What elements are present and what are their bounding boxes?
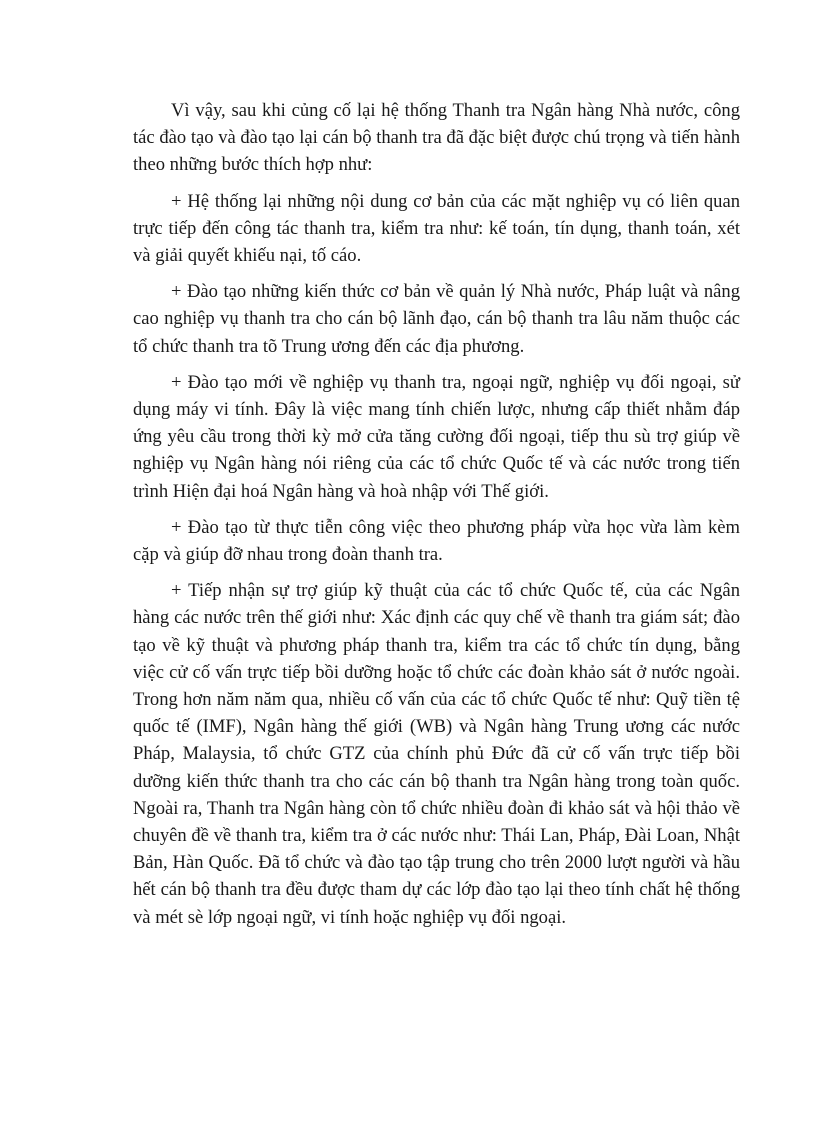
paragraph-item-4: + Đào tạo từ thực tiễn công việc theo phương pháp vừa học vừa làm kèm cặp và giúp đỡ nhau trong đoàn thanh tra. xyxy=(133,516,740,566)
paragraph-item-1: + Hệ thống lại những nội dung cơ bản của các mặt nghiệp vụ có liên quan trực tiếp đến công tác thanh tra, kiểm tra như: kế toán, tín dụng, thanh toán, xét và giải quyết khiếu nại, tố cáo. xyxy=(133,190,740,267)
paragraph-item-5: + Tiếp nhận sự trợ giúp kỹ thuật của các tổ chức Quốc tế, của các Ngân hàng các nước trên thế giới như: Xác định các quy chế về thanh tra giám sát; đào tạo về kỹ thuật và phương pháp thanh tra, kiểm tra các tổ chức tín dụng, bằng việc cử cố vấn trực tiếp bồi dưỡng hoặc tổ chức các đoàn khảo sát ở nước ngoài. Trong hơn năm năm qua, nhiều cố vấn của các tổ chức Quốc tế như: Quỹ tiền tệ quốc tế (IMF), Ngân hàng thế giới (WB) và Ngân hàng Trung ương các nước Pháp, Malaysia, tổ chức GTZ của chính phủ Đức đã cử cố vấn trực tiếp bồi dưỡng kiến thức thanh tra cho các cán bộ thanh tra Ngân hàng trong toàn quốc. Ngoài ra, Thanh tra Ngân hàng còn tổ chức nhiều đoàn đi khảo sát và hội thảo về chuyên đề về thanh tra, kiểm tra ở các nước như: Thái Lan, Pháp, Đài Loan, Nhật Bản, Hàn Quốc. Đã tổ chức và đào tạo tập trung cho trên 2000 lượt người và hầu hết cán bộ thanh tra đều được tham dự các lớp đào tạo lại theo tính chất hệ thống và mét sè lớp ngoại ngữ, vi tính hoặc nghiệp vụ đối ngoại. xyxy=(133,580,740,928)
paragraph-item-3: + Đào tạo mới về nghiệp vụ thanh tra, ngoại ngữ, nghiệp vụ đối ngoại, sử dụng máy vi tính. Đây là việc mang tính chiến lược, nhưng cấp thiết nhằm đáp ứng yêu cầu trong thời kỳ mở cửa tăng cường đối ngoại, tiếp thu sù trợ giúp về nghiệp vụ Ngân hàng nói riêng của các tổ chức Quốc tế và các nước trong tiến trình Hiện đại hoá Ngân hàng và hoà nhập với Thế giới. xyxy=(133,371,740,502)
paragraph-intro: Vì vậy, sau khi củng cố lại hệ thống Thanh tra Ngân hàng Nhà nước, công tác đào tạo và đào tạo lại cán bộ thanh tra đã đặc biệt được chú trọng và tiến hành theo những bước thích hợp như: xyxy=(133,100,740,176)
document-body xyxy=(133,97,740,940)
paragraph-item-2: + Đào tạo những kiến thức cơ bản về quản lý Nhà nước, Pháp luật và nâng cao nghiệp vụ thanh tra cho cán bộ lãnh đạo, cán bộ thanh tra lâu năm thuộc các tổ chức thanh tra tõ Trung ương đến các địa phương. xyxy=(133,281,740,357)
